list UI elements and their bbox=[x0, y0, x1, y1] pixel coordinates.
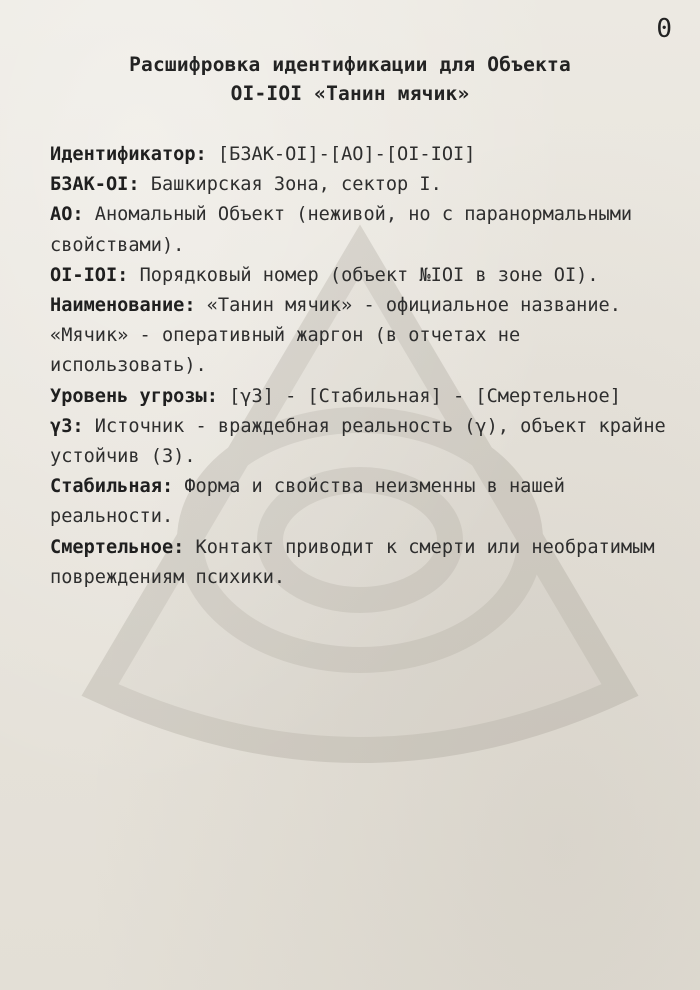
entry-term: AO: bbox=[50, 204, 84, 226]
entry-text: [γ3] - [Стабильная] - [Смертельное] bbox=[217, 385, 621, 407]
title-line-2: OI-IOI «Танин мячик» bbox=[230, 82, 470, 105]
entry-term: OI-IOI: bbox=[50, 264, 129, 286]
decoding-entries bbox=[50, 140, 680, 593]
entry-term: Идентификатор: bbox=[50, 144, 207, 165]
entry-term: Наименование: bbox=[50, 295, 196, 317]
entry-text: Источник - враждебная реальность (γ), объект крайне устойчив (3). bbox=[50, 415, 666, 468]
entry-term: γ3: bbox=[50, 415, 84, 437]
document-title bbox=[0, 50, 700, 108]
entry-term: Смертельное: bbox=[50, 536, 185, 558]
entry-object-class bbox=[50, 200, 680, 260]
entry-gamma3 bbox=[50, 412, 680, 472]
entry-text: Порядковый номер (объект №IOI в зоне OI). bbox=[128, 264, 599, 286]
entry-text: Форма и свойства неизменны в нашей реальности. bbox=[50, 476, 565, 528]
title-line-1: Расшифровка идентификации для Объекта bbox=[129, 53, 571, 76]
entry-threat-level bbox=[50, 382, 680, 412]
entry-name bbox=[50, 291, 680, 382]
entry-text: [БЗАК-OI]-[AO]-[OI-IOI] bbox=[206, 144, 476, 165]
entry-term: Уровень угрозы: bbox=[50, 385, 218, 407]
entry-zone bbox=[50, 170, 680, 200]
entry-serial-number bbox=[50, 261, 680, 291]
entry-text: Контакт приводит к смерти или необратимым повреждениям психики. bbox=[50, 536, 655, 588]
entry-stable bbox=[50, 472, 680, 532]
entry-identifier bbox=[50, 140, 680, 170]
page-number: 0 bbox=[656, 14, 672, 44]
entry-term: Стабильная: bbox=[50, 476, 174, 498]
entry-term: БЗАК-OI: bbox=[50, 174, 140, 196]
entry-text: Аномальный Объект (неживой, но с паранормальными свойствами). bbox=[50, 204, 633, 256]
entry-text: «Танин мячик» - официальное название. «Мячик» - оперативный жаргон (в отчетах не использовать). bbox=[50, 295, 621, 377]
entry-lethal bbox=[50, 533, 680, 593]
entry-text: Башкирская Зона, сектор I. bbox=[139, 174, 442, 196]
